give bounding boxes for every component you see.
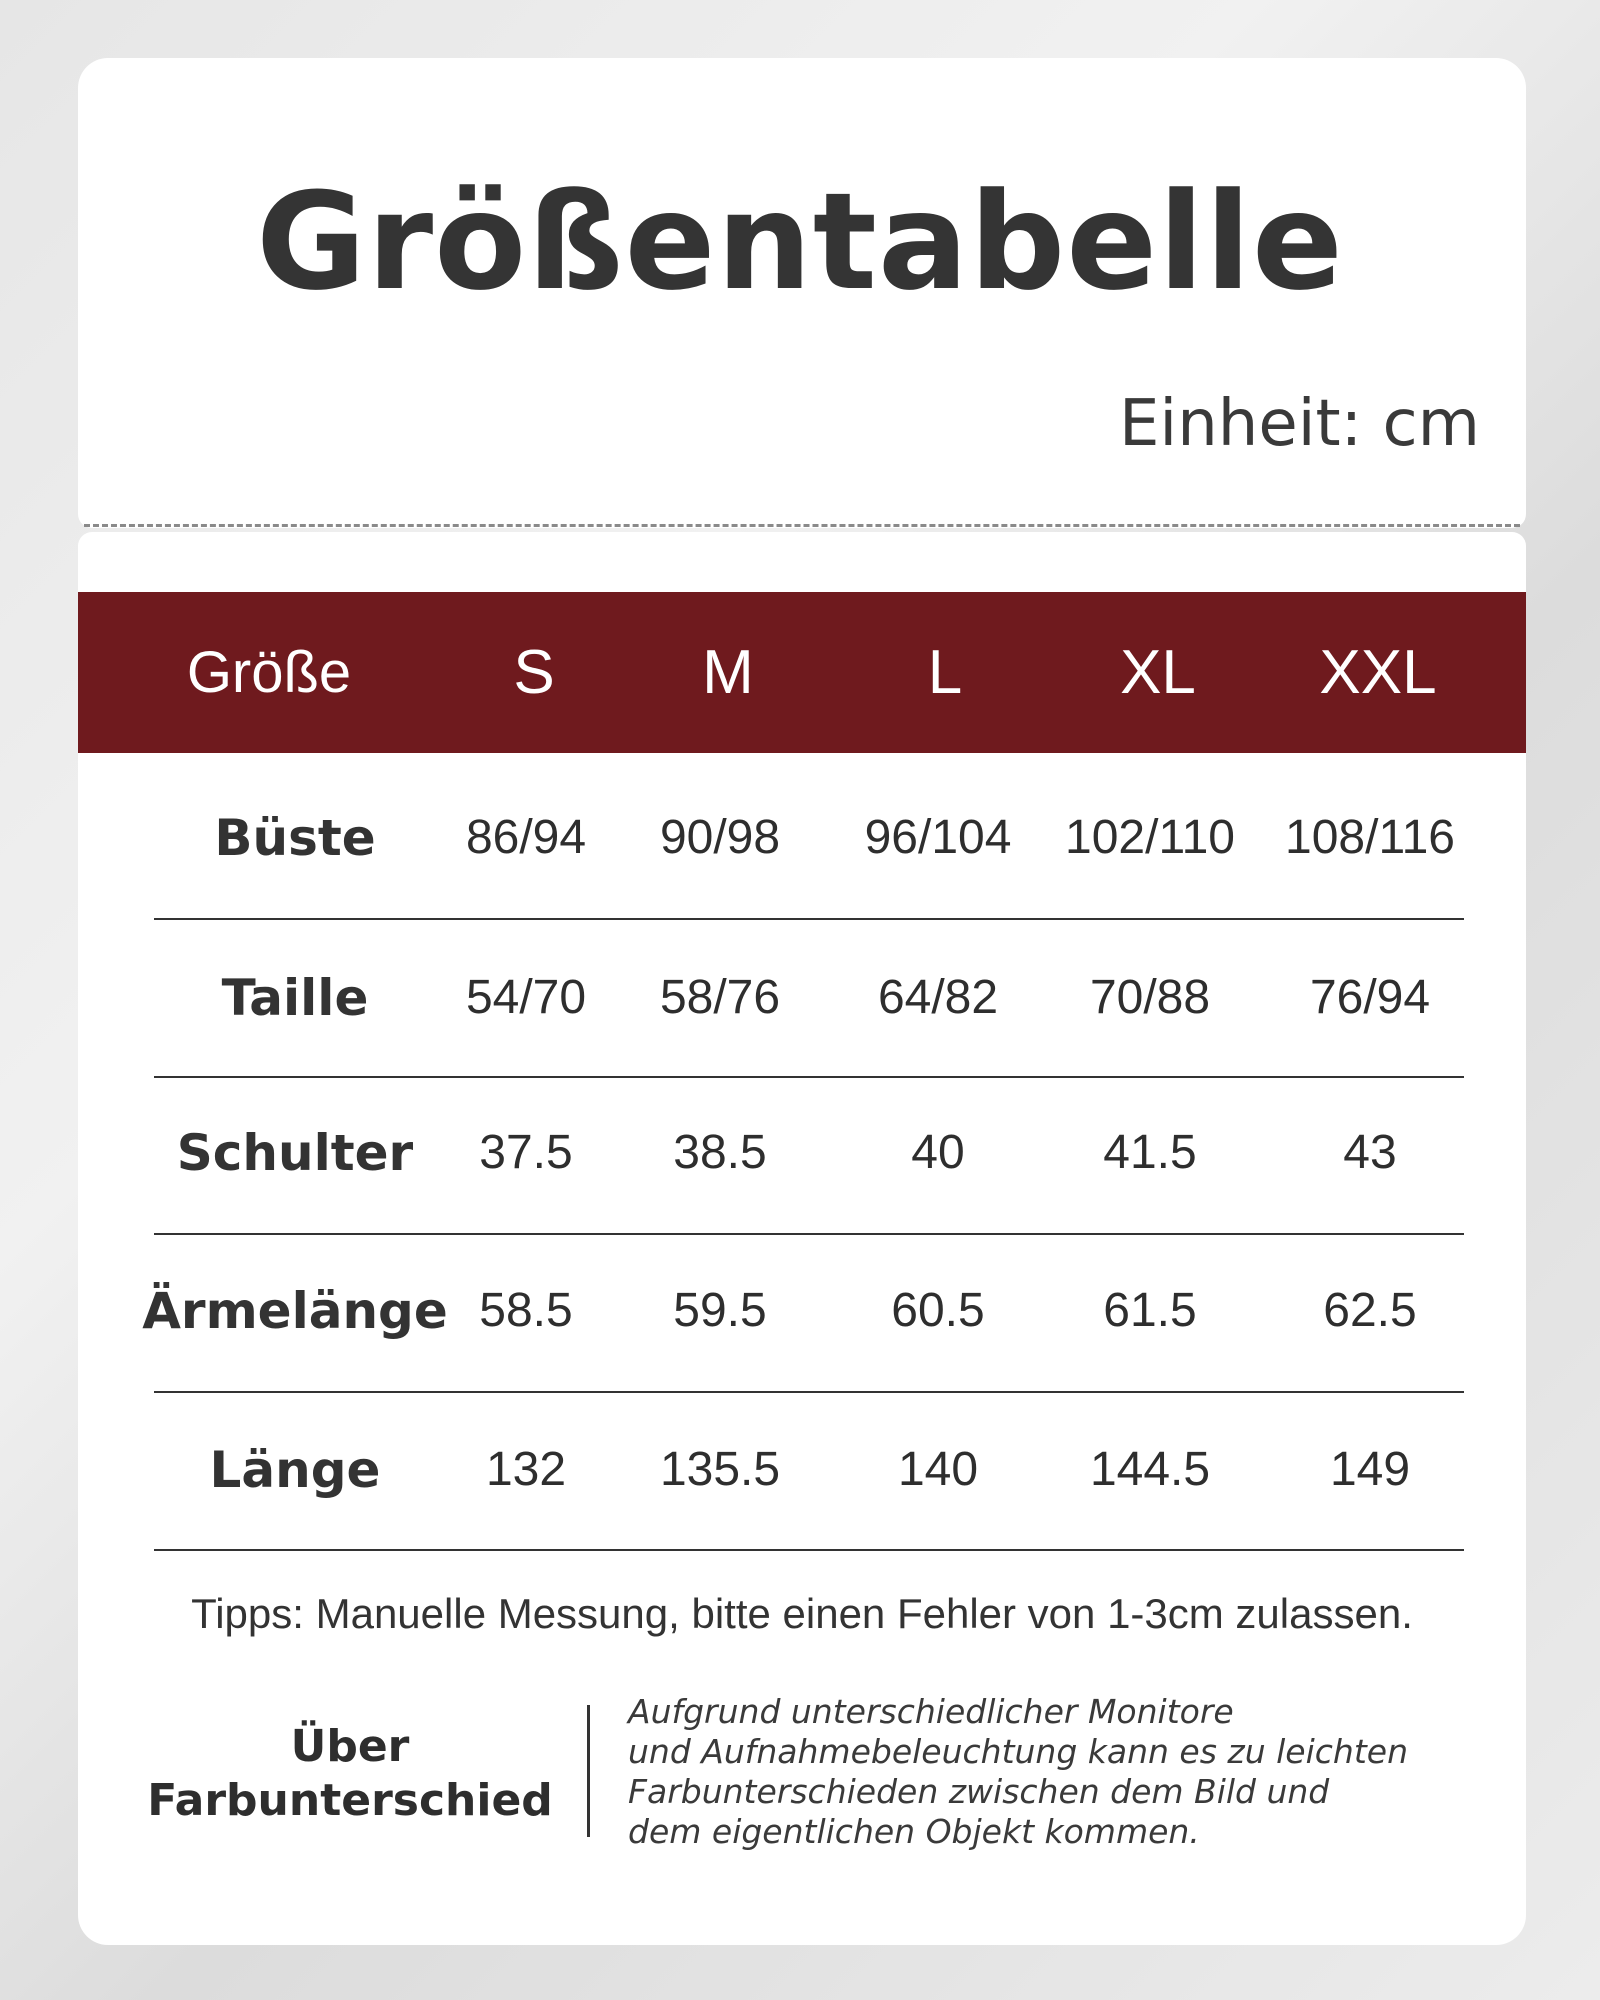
table-cell: 59.5 [673, 1284, 767, 1337]
table-cell: 149 [1329, 1443, 1411, 1496]
header-size-xxl: XXL [1319, 638, 1437, 707]
measurement-tips: Tipps: Manuelle Messung, bitte einen Fehler von 1-3cm zulassen. [191, 1590, 1413, 1637]
table-row [0, 928, 1600, 1068]
row-divider [154, 1233, 1464, 1235]
row-label: Länge [209, 1441, 381, 1499]
table-cell: 135.5 [659, 1443, 781, 1496]
row-label: Ärmelänge [142, 1282, 448, 1340]
header-size-s: S [513, 638, 555, 707]
color-note-text [628, 1692, 1488, 1852]
table-cell: 144.5 [1089, 1443, 1211, 1496]
table-cell: 60.5 [891, 1284, 985, 1337]
table-cell: 37.5 [479, 1126, 573, 1179]
color-note-line: Aufgrund unterschiedlicher Monitore [628, 1692, 1234, 1731]
color-note-title-line2: Farbunterschied [147, 1775, 553, 1826]
row-divider [154, 1391, 1464, 1393]
table-cell: 58.5 [479, 1284, 573, 1337]
row-label: Büste [214, 809, 376, 867]
table-cell: 38.5 [673, 1126, 767, 1179]
row-divider [154, 1549, 1464, 1551]
row-divider [154, 1076, 1464, 1078]
color-note-line: dem eigentlichen Objekt kommen. [628, 1812, 1200, 1851]
header-size-m: M [702, 638, 754, 707]
header-size-l: L [927, 638, 963, 707]
color-note-title-line1: Über [290, 1721, 410, 1772]
table-cell: 96/104 [864, 811, 1012, 864]
table-cell: 102/110 [1065, 811, 1235, 864]
size-header-row [78, 592, 1526, 753]
table-cell: 70/88 [1089, 971, 1211, 1024]
table-cell: 61.5 [1103, 1284, 1197, 1337]
row-divider [154, 918, 1464, 920]
table-row [0, 1083, 1600, 1223]
table-cell: 108/116 [1285, 811, 1455, 864]
color-note-line: Farbunterschieden zwischen dem Bild und [628, 1772, 1330, 1811]
table-cell: 58/76 [659, 971, 781, 1024]
row-label: Taille [221, 969, 369, 1027]
unit-label: Einheit: cm [1118, 387, 1480, 461]
header-size-xl: XL [1120, 638, 1196, 707]
table-row [0, 1400, 1600, 1540]
table-cell: 64/82 [877, 971, 999, 1024]
table-row [0, 768, 1600, 908]
table-row [0, 1241, 1600, 1381]
table-cell: 86/94 [465, 811, 587, 864]
table-cell: 76/94 [1309, 971, 1431, 1024]
table-cell: 54/70 [465, 971, 587, 1024]
table-cell: 62.5 [1323, 1284, 1417, 1337]
page-title: Größentabelle [256, 164, 1344, 320]
table-cell: 41.5 [1103, 1126, 1197, 1179]
color-note-line: und Aufnahmebeleuchtung kann es zu leichten [628, 1732, 1408, 1771]
perforation-divider [84, 524, 1520, 527]
row-label: Schulter [176, 1124, 414, 1182]
table-cell: 40 [911, 1126, 965, 1179]
table-cell: 43 [1343, 1126, 1397, 1179]
table-cell: 132 [485, 1443, 567, 1496]
table-cell: 90/98 [659, 811, 781, 864]
color-note-title [130, 1720, 570, 1828]
vertical-divider [587, 1705, 590, 1837]
header-size-label: Größe [186, 640, 352, 705]
table-cell: 140 [897, 1443, 979, 1496]
